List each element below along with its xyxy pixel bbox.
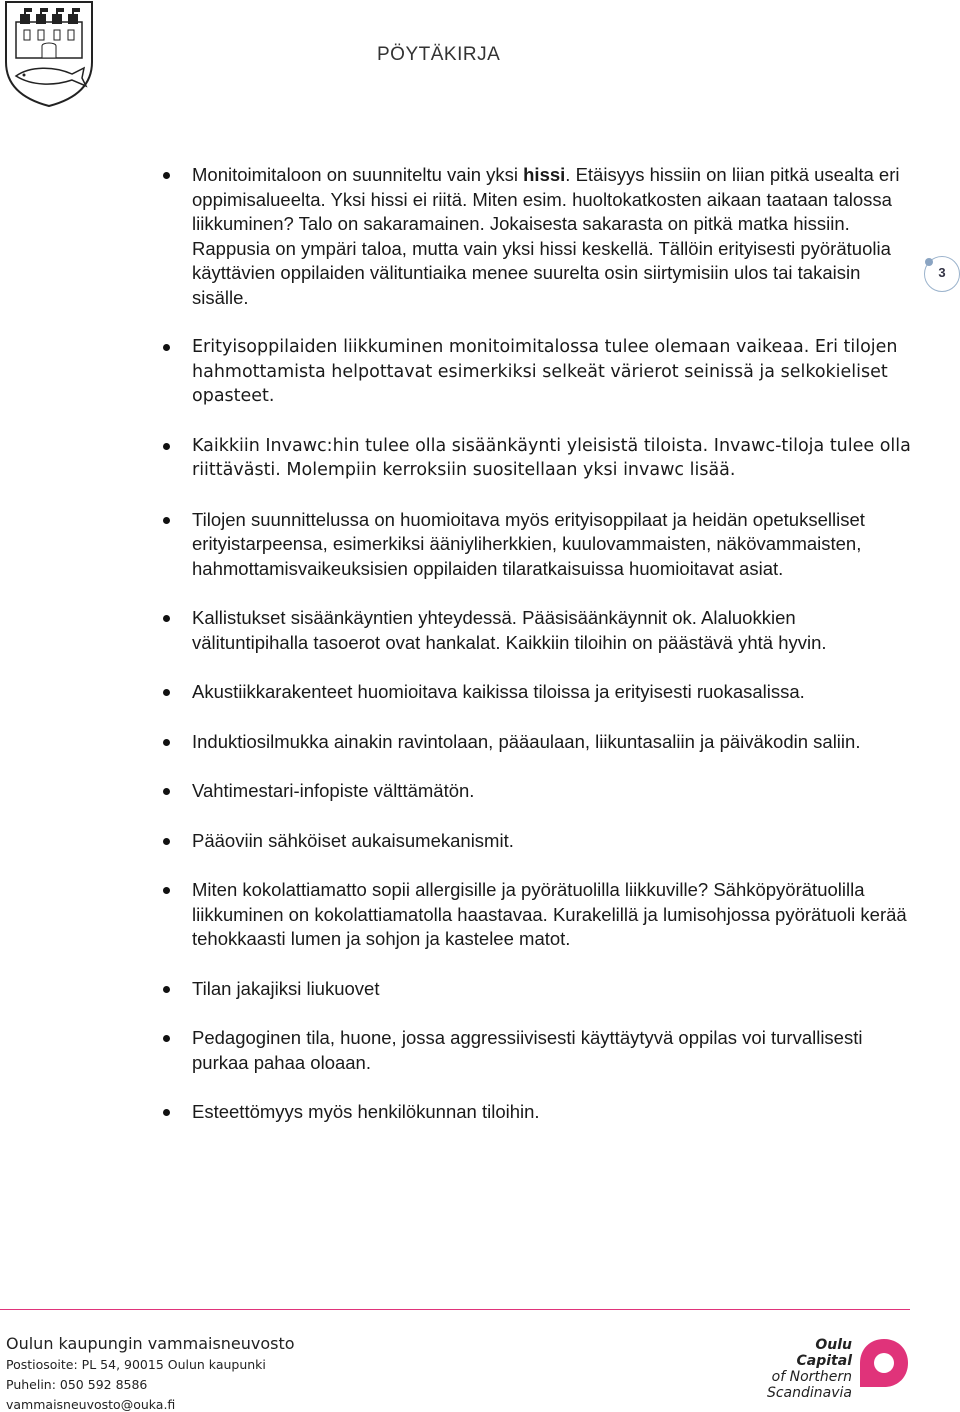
list-item-text: Pääoviin sähköiset aukaisumekanismit.	[192, 829, 514, 851]
list-item-text: Esteettömyys myös henkilökunnan tiloihin.	[192, 1101, 540, 1122]
list-item	[160, 1100, 912, 1125]
bullet-icon	[163, 172, 170, 179]
list-item	[160, 606, 912, 655]
list-item-text-bold: hissi	[523, 164, 566, 185]
bullet-icon	[163, 788, 170, 795]
oulu-logo-line3: Scandinavia	[766, 1385, 852, 1401]
page-number: 3	[938, 265, 946, 280]
list-item	[160, 1026, 912, 1075]
bullet-icon	[163, 517, 170, 524]
list-item-text: Induktiosilmukka ainakin ravintolaan, pääaulaan, liikuntasaliin ja päiväkodin saliin.	[192, 730, 861, 752]
oulu-logo-line2: of Northern	[771, 1369, 852, 1385]
oulu-logo-line1: Oulu Capital	[796, 1337, 852, 1369]
footer-divider	[0, 1309, 910, 1310]
bullet-icon	[163, 689, 170, 696]
bullet-icon	[163, 887, 170, 894]
bullet-icon	[163, 1109, 170, 1116]
list-item-text: Kallistukset sisäänkäyntien yhteydessä. Pääsisäänkäynnit ok. Alaluokkien välituntipihalla tasoerot ovat hankalat. Kaikkiin tiloihin on päästävä yhtä hyvin.	[192, 607, 827, 653]
list-item-text: Erityisoppilaiden liikkuminen monitoimitalossa tulee olemaan vaikeaa. Eri tilojen hahmottamista helpottavat esimerkiksi selkeät värierot seinissä ja selkokieliset opasteet.	[192, 337, 898, 406]
bullet-icon	[163, 986, 170, 993]
bullet-icon	[163, 1035, 170, 1042]
document-title: PÖYTÄKIRJA	[377, 44, 501, 65]
list-item-text: Kaikkiin Invawc:hin tulee olla sisäänkäynti yleisistä tiloista. Invawc-tiloja tulee olla riittävästi. Molempiin kerroksiin suositellaan yksi invawc lisää.	[192, 435, 911, 480]
bullet-icon	[163, 443, 170, 450]
footer-email: vammaisneuvosto@ouka.fi	[6, 1397, 176, 1412]
page-number-badge	[924, 256, 960, 292]
bullet-icon	[163, 739, 170, 746]
list-item	[160, 829, 912, 854]
list-item-text: Tilojen suunnittelussa on huomioitava myös erityisoppilaat ja heidän opetukselliset erityistarpeensa, esimerkiksi ääniyliherkkien, kuulovammaisten, näkövammaisten, hahmottamisvaikeuksisien oppilaiden tilaratkaisuissa huomioitavat asiat.	[192, 508, 865, 579]
oulu-logo	[760, 1337, 910, 1401]
list-item	[160, 680, 912, 705]
list-item-text: Tilan jakajiksi liukuovet	[192, 977, 380, 999]
list-item	[160, 508, 912, 582]
list-item-text-a: Monitoimitaloon on suunniteltu vain yksi	[192, 164, 524, 185]
list-item-text-b: . Etäisyys hissiin on liian pitkä usealta eri oppimisalueelta. Yksi hissi ei riitä. Miten esim. huoltokatkosten aikaan taataan talossa liikkuminen? Talo on sakaramainen. Jokaisesta sakarasta on pitkä matka hissiin. Rappusia on ympäri taloa, mutta vain yksi hissi keskellä. Tällöin erityisesti pyörätuolia käyttävien oppilaiden välituntiaika menee suurelta osin siirtymisiin ulos tai takaisin sisälle.	[192, 164, 900, 308]
list-item	[160, 163, 912, 310]
list-item-text: Miten kokolattiamatto sopii allergisille ja pyörätuolilla liikkuville? Sähköpyörätuolilla liikkuminen on kokolattiamatolla haastavaa. Kurakelillä ja lumisohjossa pyörätuoli kerää tehokkaasti lumen ja sohjon ja kastelee matot.	[192, 879, 907, 949]
list-item-text: Akustiikkarakenteet huomioitava kaikissa tiloissa ja erityisesti ruokasalissa.	[192, 681, 805, 702]
bullet-icon	[163, 344, 170, 351]
list-item	[160, 335, 912, 409]
list-item	[160, 730, 912, 755]
footer-organization: Oulun kaupungin vammaisneuvosto	[6, 1334, 295, 1353]
list-item-text: Vahtimestari-infopiste välttämätön.	[192, 780, 475, 801]
list-item	[160, 779, 912, 804]
bullet-list	[160, 163, 912, 1125]
list-item	[160, 434, 912, 483]
list-item-text: Pedagoginen tila, huone, jossa aggressiivisesti käyttäytyvä oppilas voi turvallisesti purkaa pahaa oloaan.	[192, 1027, 863, 1073]
bullet-icon	[163, 615, 170, 622]
footer-address: Postiosoite: PL 54, 90015 Oulun kaupunki	[6, 1357, 266, 1372]
footer-phone: Puhelin: 050 592 8586	[6, 1377, 148, 1392]
list-item	[160, 977, 912, 1002]
bullet-icon	[163, 838, 170, 845]
oulu-logo-text	[760, 1337, 852, 1401]
speech-bubble-logo-icon	[858, 1337, 910, 1389]
city-crest-icon	[2, 0, 96, 108]
list-item	[160, 878, 912, 952]
